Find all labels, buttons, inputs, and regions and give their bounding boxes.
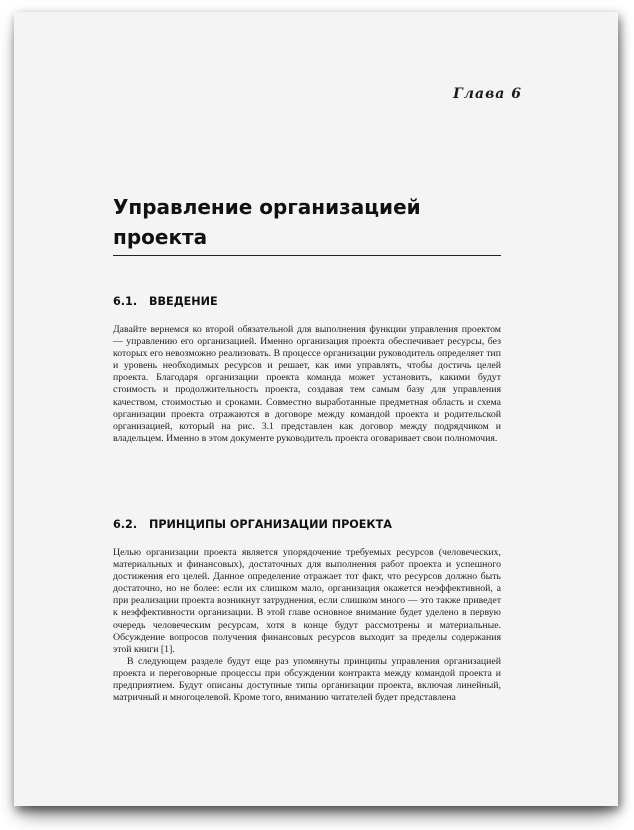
title-divider bbox=[113, 255, 501, 256]
section-number: 6.1. bbox=[113, 295, 138, 308]
book-page bbox=[14, 12, 618, 806]
section-heading-text: ПРИНЦИПЫ ОРГАНИЗАЦИИ ПРОЕКТА bbox=[149, 518, 392, 531]
section-introduction bbox=[113, 295, 501, 445]
section-heading-text: ВВЕДЕНИЕ bbox=[149, 295, 218, 308]
section-heading bbox=[113, 518, 501, 531]
paragraph: Давайте вернемся ко второй обязательной для выполнения функции управления проектом — управлению его организацией. Именно организация проекта обеспечивает ресурсы, без которых его невозможно реализовать. В процессе организации руководитель определяет тип и уровень необходимых ресурсов и решает, как ими управлять, чтобы достичь целей проекта. Благодаря организации проекта команда может установить, какими будут стоимость и продолжительность проекта, создавая тем самым базу для управления качеством, стоимостью и сроками. Совместно выработанные предметная область и схема организации проекта отражаются в договоре между командой проекта и родительской организацией, который на рис. 3.1 представлен как договор между подрядчиком и владельцем. Именно в этом документе руководитель проекта оговаривает свои полномочия. bbox=[113, 324, 501, 444]
chapter-label: Глава 6 bbox=[453, 86, 522, 102]
section-principles bbox=[113, 518, 501, 704]
section-number: 6.2. bbox=[113, 518, 138, 531]
section-heading bbox=[113, 295, 501, 308]
paragraph: В следующем разделе будут еще раз упомянуты принципы управления организацией проекта и переговорные процессы при обсуждении контракта между командой проекта и предприятием. Будут описаны доступные типы организации проекта, включая линейный, матричный и многоцелевой. Кроме того, вниманию читателей будет представлена bbox=[113, 655, 501, 704]
chapter-title: Управление организацией проекта bbox=[113, 195, 421, 249]
paragraph: Целью организации проекта является упорядочение требуемых ресурсов (человеческих, материальных и финансовых), достаточных для выполнения работ проекта и успешного достижения его целей. Данное определение отражает тот факт, что ресурсов должно быть достаточно, но не более: если их слишком мало, организация окажется неэффективной, а при реализации проекта возникнут затруднения, если слишком много — это также приведет к неэффективности организации. В этой главе основное внимание будет уделено в первую очередь человеческим ресурсам, хотя в конце будут рассмотрены и материальные. Обсуждение вопросов получения финансовых ресурсов выходит за пределы содержания этой книги [1]. bbox=[113, 547, 501, 655]
